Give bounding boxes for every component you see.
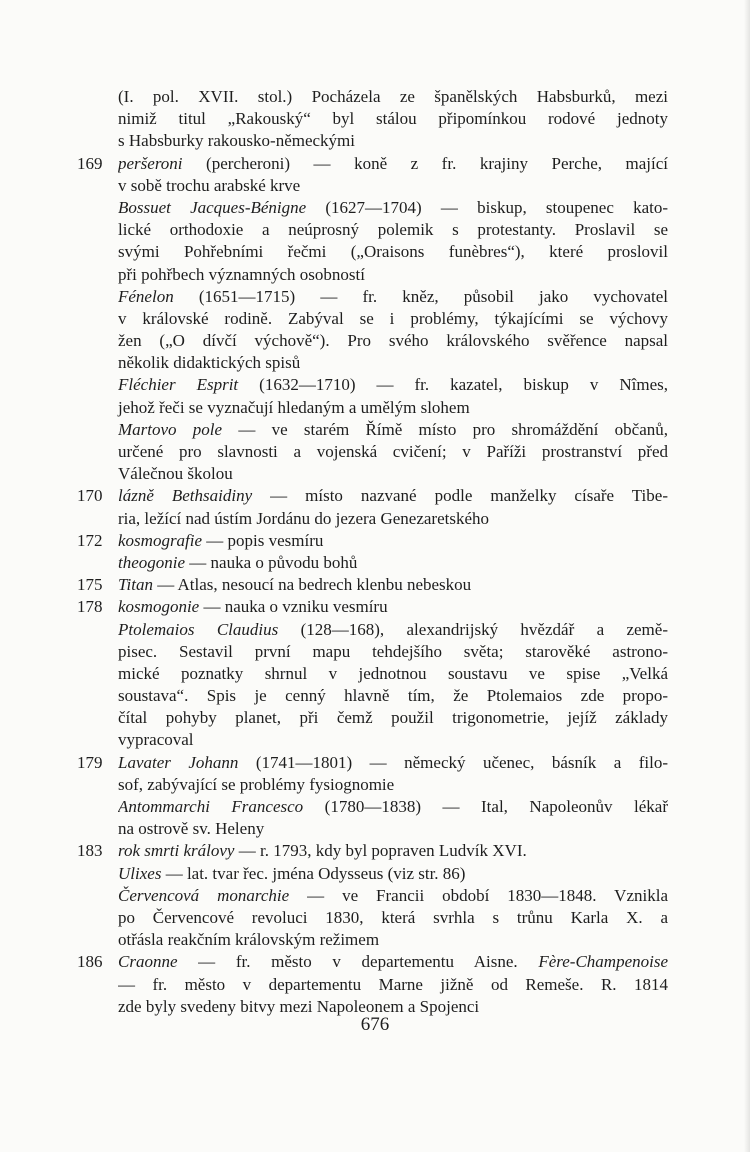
line-body (118, 663, 668, 685)
text-line (0, 219, 750, 241)
line-body (118, 974, 668, 996)
definition-text: v královské rodině. Zabýval se i problémy, týkajícími se výchovy (118, 308, 668, 328)
text-line (0, 818, 750, 840)
glossary-term: Fléchier Esprit (118, 375, 239, 395)
definition-text: na ostrově sv. Heleny (118, 819, 265, 839)
line-body (118, 774, 668, 796)
text-line (0, 907, 750, 929)
line-body (118, 796, 668, 818)
definition-text: několik didaktických spisů (118, 353, 301, 373)
definition-text: v sobě trochu arabské krve (118, 175, 301, 195)
definition-text: svými Pohřebními řečmi („Oraisons funèbres“), které proslovil (118, 242, 668, 262)
reference-page-number: 170 (77, 486, 103, 506)
glossary-term: Titan (118, 575, 153, 595)
definition-text: zde byly svedeny bitvy mezi Napoleonem a Spojenci (118, 996, 480, 1016)
glossary-term: Ulixes (118, 863, 162, 883)
line-body (118, 574, 668, 596)
line-body (118, 508, 668, 530)
text-line (0, 752, 750, 774)
definition-text: (1632—1710) — fr. kazatel, biskup v Nîmes, (238, 375, 668, 395)
glossary-term: Ptolemaios Claudius (118, 619, 279, 639)
line-body (118, 641, 668, 663)
glossary-term: Craonne (118, 952, 178, 972)
definition-text: jehož řeči se vyznačují hledaným a umělým slohem (118, 397, 470, 417)
text-line (0, 441, 750, 463)
definition-text: ria, ležící nad ústím Jordánu do jezera Genezaretského (118, 508, 490, 528)
text-line (0, 596, 750, 618)
definition-text: po Červencové revoluci 1830, která svrhla s trůnu Karla X. a (118, 907, 668, 927)
glossary-term: rok smrti královy (118, 841, 235, 861)
line-body (118, 840, 668, 862)
glossary-term: Fère-Champenoise (538, 952, 668, 972)
definition-text: vypracoval (118, 730, 194, 750)
text-line (0, 574, 750, 596)
definition-text: (128—168), alexandrijský hvězdář a země- (278, 619, 668, 639)
text-line (0, 374, 750, 396)
line-body (118, 929, 668, 951)
line-body (118, 552, 668, 574)
line-body (118, 374, 668, 396)
text-line (0, 774, 750, 796)
line-body (118, 330, 668, 352)
definition-text: žen („O dívčí výchově“). Pro svého královského svěřence napsal (118, 331, 668, 351)
definition-text: — lat. tvar řec. jména Odysseus (viz str. 86) (161, 863, 466, 883)
definition-text: určené pro slavnosti a vojenská cvičení; v Paříži prostranství před (118, 442, 668, 461)
line-body (118, 241, 668, 263)
glossary-term: Bossuet Jacques-Bénigne (118, 197, 307, 217)
line-body (118, 685, 668, 707)
text-line (0, 130, 750, 152)
line-body (118, 818, 668, 840)
definition-text: (1780—1838) — Ital, Napoleonův lékař (303, 797, 668, 816)
line-body (118, 264, 668, 286)
line-body (118, 707, 668, 729)
glossary-term: Antommarchi Francesco (118, 797, 304, 816)
text-line (0, 840, 750, 862)
line-body (118, 153, 668, 175)
line-body (118, 907, 668, 929)
definition-text: (1741—1801) — německý učenec, básník a filo- (238, 752, 668, 772)
line-body (118, 419, 668, 441)
text-line (0, 729, 750, 751)
glossary-term: peršeroni (118, 153, 183, 173)
definition-text: s Habsburky rakousko-německými (118, 131, 356, 151)
text-line (0, 419, 750, 441)
definition-text: při pohřbech významných osobností (118, 264, 365, 284)
line-body (118, 352, 668, 374)
definition-text: lické orthodoxie a neúprosný polemik s protestanty. Proslavil se (118, 220, 668, 240)
text-line (0, 974, 750, 996)
text-line (0, 241, 750, 263)
text-line (0, 286, 750, 308)
definition-text: nimiž titul „Rakouský“ byl stálou připomínkou rodové jednoty (118, 109, 668, 129)
definition-text: (percheroni) — koně z fr. krajiny Perche, mající (182, 153, 668, 173)
glossary-term: kosmogonie (118, 597, 200, 617)
line-body (118, 863, 668, 885)
definition-text: (1627—1704) — biskup, stoupenec kato- (306, 197, 668, 217)
reference-page-number: 178 (77, 597, 103, 617)
definition-text: mické poznatky shrnul v jednotnou soustavu ve spise „Velká (118, 663, 668, 683)
text-line (0, 929, 750, 951)
text-line (0, 108, 750, 130)
definition-text: čítal pohyby planet, při čemž použil trigonometrie, jejíž základy (118, 708, 668, 728)
definition-text: (1651—1715) — fr. kněz, působil jako vychovatel (173, 286, 668, 306)
reference-page-number: 169 (77, 153, 103, 173)
line-body (118, 951, 668, 973)
text-line (0, 796, 750, 818)
line-body (118, 308, 668, 330)
definition-text: — Atlas, nesoucí na bedrech klenbu nebeskou (152, 575, 472, 595)
definition-text: otřásla reakčním královským režimem (118, 930, 380, 950)
text-line (0, 530, 750, 552)
reference-page-number: 172 (77, 530, 103, 550)
definition-text: — r. 1793, kdy byl popraven Ludvík XVI. (234, 841, 527, 861)
text-line (0, 463, 750, 485)
definition-text: — nauka o vzniku vesmíru (199, 597, 388, 617)
definition-text: pisec. Sestavil první mapu tehdejšího světa; starověké astrono- (118, 641, 668, 661)
glossary-term: lázně Bethsaidiny (118, 486, 253, 506)
text-line (0, 153, 750, 175)
text-line (0, 175, 750, 197)
page-number: 676 (360, 1014, 390, 1035)
text-line (0, 552, 750, 574)
glossary-term: theogonie (118, 552, 186, 572)
definition-text: Válečnou školou (118, 464, 233, 484)
text-line (0, 707, 750, 729)
line-body (118, 729, 668, 751)
definition-text: — ve Francii období 1830—1848. Vznikla (289, 885, 668, 905)
text-line (0, 197, 750, 219)
text-line (0, 863, 750, 885)
line-body (118, 619, 668, 641)
reference-page-number: 183 (77, 841, 103, 861)
text-line (0, 641, 750, 663)
text-line (0, 330, 750, 352)
text-line (0, 663, 750, 685)
line-body (118, 596, 668, 618)
line-body (118, 175, 668, 197)
glossary-term: Martovo pole (118, 419, 223, 439)
line-body (118, 286, 668, 308)
definition-text: — nauka o původu bohů (185, 552, 358, 572)
text-line (0, 86, 750, 108)
line-body (118, 197, 668, 219)
line-body (118, 108, 668, 130)
glossary-term: Lavater Johann (118, 752, 239, 772)
definition-text: sof, zabývající se problémy fysiognomie (118, 774, 395, 794)
reference-page-number: 175 (77, 575, 103, 595)
text-line (0, 308, 750, 330)
definition-text: — ve starém Římě místo pro shromáždění občanů, (222, 419, 668, 439)
glossary-text (0, 86, 750, 1018)
line-body (118, 885, 668, 907)
text-line (0, 264, 750, 286)
definition-text: soustava“. Spis je cenný hlavně tím, že Ptolemaios zde propo- (118, 686, 668, 706)
text-line (0, 397, 750, 419)
text-line (0, 951, 750, 973)
line-body (118, 219, 668, 241)
line-body (118, 530, 668, 552)
text-line (0, 685, 750, 707)
text-line (0, 485, 750, 507)
definition-text: — místo nazvané podle manželky císaře Tibe- (252, 486, 668, 506)
definition-text: — popis vesmíru (202, 530, 324, 550)
reference-page-number: 186 (77, 952, 103, 972)
line-body (118, 441, 668, 463)
reference-page-number: 179 (77, 752, 103, 772)
glossary-term: Červencová monarchie (118, 885, 290, 905)
glossary-term: Fénelon (118, 286, 174, 306)
line-body (118, 752, 668, 774)
definition-text: (I. pol. XVII. stol.) Pocházela ze španělských Habsburků, mezi (118, 87, 668, 106)
line-body (118, 397, 668, 419)
definition-text: — fr. město v departementu Marne jižně od Remeše. R. 1814 (118, 974, 668, 994)
line-body (118, 485, 668, 507)
text-line (0, 508, 750, 530)
line-body (118, 86, 668, 108)
definition-text: — fr. město v departementu Aisne. (177, 952, 539, 972)
line-body (118, 463, 668, 485)
text-line (0, 885, 750, 907)
text-line (0, 619, 750, 641)
line-body (118, 130, 668, 152)
text-line (0, 352, 750, 374)
glossary-term: kosmografie (118, 530, 203, 550)
